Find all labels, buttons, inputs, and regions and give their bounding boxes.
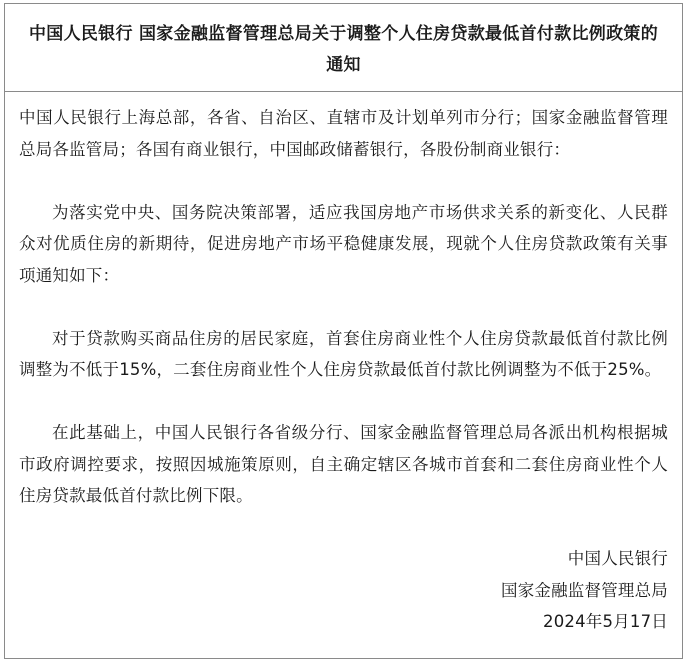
paragraph-spacer <box>19 165 668 197</box>
signatory-nfra: 国家金融监督管理总局 <box>501 580 668 600</box>
document-date: 2024年5月17日 <box>543 612 668 631</box>
paragraph-spacer <box>19 512 668 544</box>
body-paragraph-local: 在此基础上，中国人民银行各省级分行、国家金融监督管理总局各派出机构根据城市政府调控要求，按照因城施策原则，自主确定辖区各城市首套和二套住房商业性个人住房贷款最低首付款比例下限。 <box>19 423 668 505</box>
recipients-paragraph: 中国人民银行上海总部，各省、自治区、直辖市及计划单列市分行；国家金融监督管理总局各监管局；各国有商业银行，中国邮政储蓄银行，各股份制商业银行： <box>19 108 668 159</box>
notice-document <box>4 3 683 659</box>
body-paragraph-ratio: 对于贷款购买商品住房的居民家庭，首套住房商业性个人住房贷款最低首付款比例调整为不低于15%，二套住房商业性个人住房贷款最低首付款比例调整为不低于25%。 <box>19 328 668 379</box>
body-paragraph-intro: 为落实党中央、国务院决策部署，适应我国房地产市场供求关系的新变化、人民群众对优质住房的新期待，促进房地产市场平稳健康发展，现就个人住房贷款政策有关事项通知如下： <box>19 202 668 285</box>
signature-block <box>19 543 668 638</box>
document-title-box <box>5 4 682 92</box>
signatory-pboc: 中国人民银行 <box>567 549 668 568</box>
paragraph-spacer <box>19 386 668 418</box>
document-body <box>5 92 682 638</box>
document-title: 中国人民银行 国家金融监督管理总局关于调整个人住房贷款最低首付款比例政策的通知 <box>28 24 659 75</box>
paragraph-spacer <box>19 291 668 323</box>
